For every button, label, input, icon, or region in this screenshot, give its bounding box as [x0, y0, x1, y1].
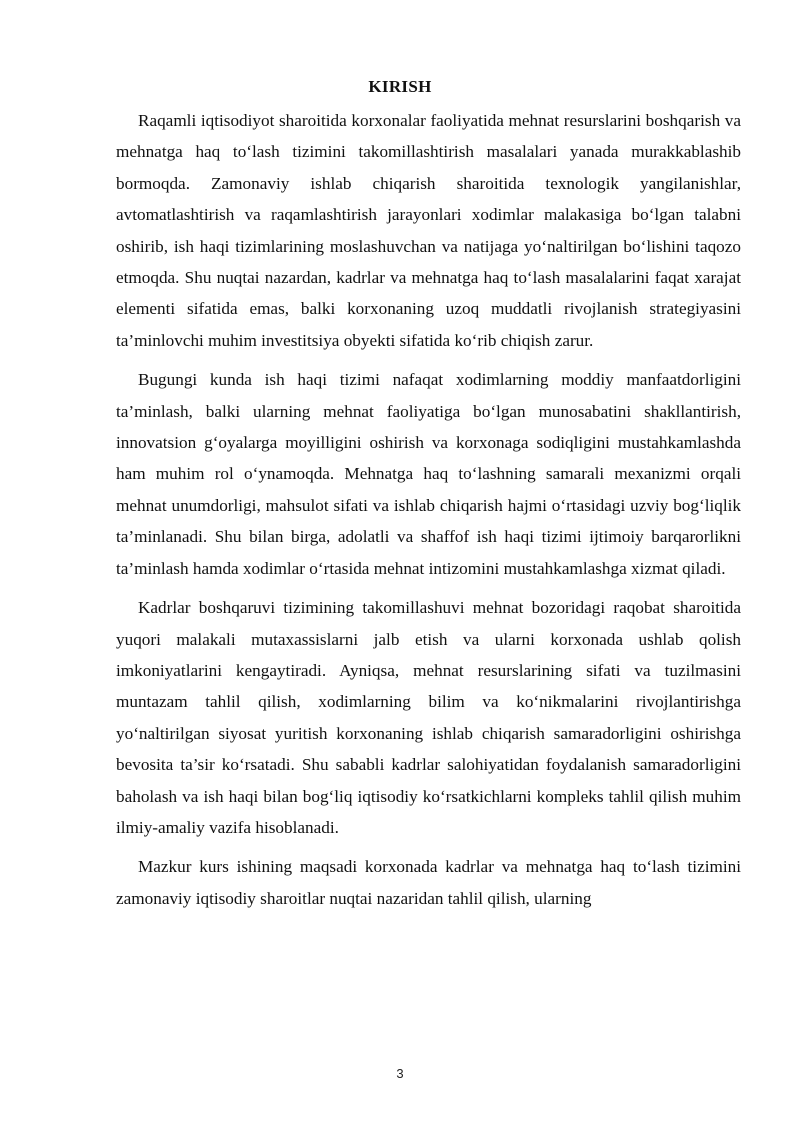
paragraph-2: Bugungi kunda ish haqi tizimi nafaqat xodimlarning moddiy manfaatdorligini ta’minlash, balki ularning mehnat faoliyatiga bo‘lgan munosabatini shakllantirish, innovatsion g‘oyalarga moyilligini oshirish va korxonaga sodiqligini mustahkamlashda ham muhim rol o‘ynamoqda. Mehnatga haq to‘lashning samarali mexanizmi orqali mehnat unumdorligi, mahsulot sifati va ishlab chiqarish hajmi o‘rtasidagi uzviy bog‘liqlik ta’minlanadi. Shu bilan birga, adolatli va shaffof ish haqi tizimi ijtimoiy barqarorlikni ta’minlash hamda xodimlar o‘rtasida mehnat intizomini mustahkamlashga xizmat qiladi. — [116, 370, 741, 578]
paragraph-1: Raqamli iqtisodiyot sharoitida korxonalar faoliyatida mehnat resurslarini boshqarish va mehnatga haq to‘lash tizimini takomillashtirish masalalari yanada murakkablashib bormoqda. Zamonaviy ishlab chiqarish sharoitida texnologik yangilanishlar, avtomatlashtirish va raqamlashtirish jarayonlari xodimlar malakasiga bo‘lgan talabni oshirib, ish haqi tizimlarining moslashuvchan va natijaga yo‘naltirilgan bo‘lishini taqozo etmoqda. Shu nuqtai nazardan, kadrlar va mehnatga haq to‘lash masalalarini faqat xarajat elementi sifatida emas, balki korxonaning uzoq muddatli rivojlanish strategiyasini ta’minlovchi muhim investitsiya obyekti sifatida ko‘rib chiqish zarur. — [116, 111, 741, 350]
paragraph-3: Kadrlar boshqaruvi tizimining takomillashuvi mehnat bozoridagi raqobat sharoitida yuqori malakali mutaxassislarni jalb etish va ularni korxonada ushlab qolish imkoniyatlarini kengaytiradi. Ayniqsa, mehnat resurslarining sifati va tuzilmasini muntazam tahlil qilish, xodimlarning bilim va ko‘nikmalarini rivojlantirishga yo‘naltirilgan siyosat yuritish korxonaning ishlab chiqarish samaradorligini oshirishga bevosita ta’sir ko‘rsatadi. Shu sababli kadrlar salohiyatidan foydalanish samaradorligini baholash va ish haqi bilan bog‘liq iqtisodiy ko‘rsatkichlarni kompleks tahlil qilish muhim ilmiy-amaliy vazifa hisoblanadi. — [116, 598, 741, 837]
section-heading: KIRISH — [368, 77, 432, 96]
paragraph-4: Mazkur kurs ishining maqsadi korxonada kadrlar va mehnatga haq to‘lash tizimini zamonaviy iqtisodiy sharoitlar nuqtai nazaridan tahlil qilish, ularning — [116, 857, 741, 908]
page-number: 3 — [396, 1066, 404, 1081]
body-text — [116, 105, 741, 922]
